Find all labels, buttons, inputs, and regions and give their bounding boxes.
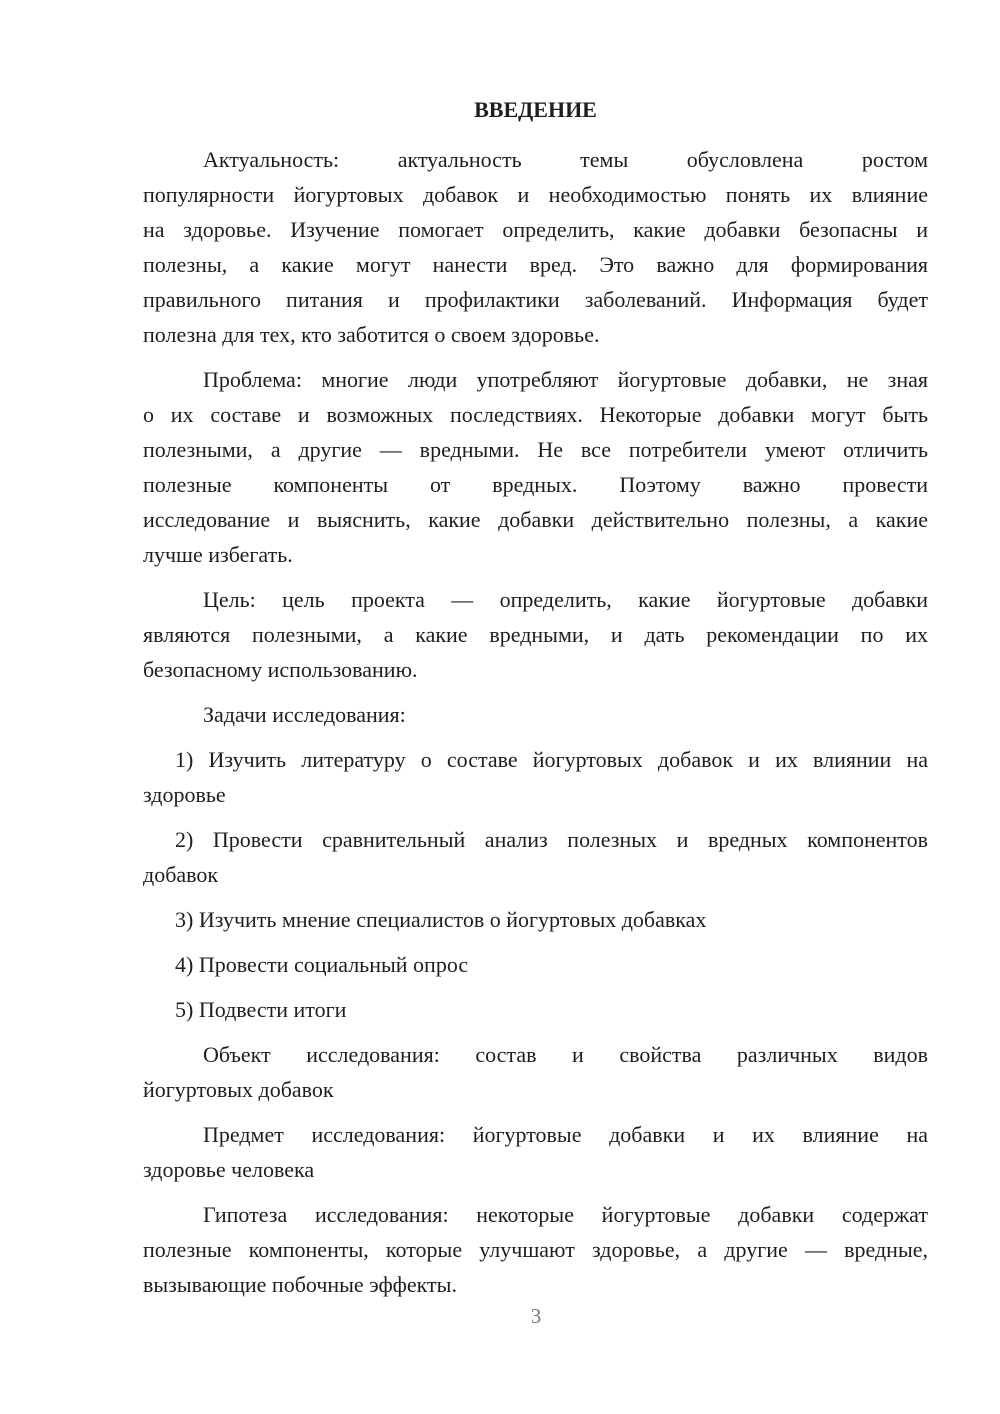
text-line: исследование и выяснить, какие добавки действительно полезны, а какие: [143, 507, 928, 532]
text-line: 1) Изучить литературу о составе йогуртовых добавок и их влиянии на: [175, 747, 928, 772]
document-body: [143, 142, 928, 1302]
text-line: вызывающие побочные эффекты.: [143, 1272, 457, 1297]
paragraph: [143, 1037, 928, 1107]
text-line: 5) Подвести итоги: [175, 997, 347, 1022]
text-line: полезны, а какие могут нанести вред. Это важно для формирования: [143, 252, 928, 277]
section-title: ВВЕДЕНИЕ: [474, 97, 597, 122]
text-line: полезные компоненты, которые улучшают здоровье, а другие — вредные,: [143, 1237, 928, 1262]
document-page: [143, 92, 928, 1312]
text-line: правильного питания и профилактики заболеваний. Информация будет: [143, 287, 928, 312]
text-line: на здоровье. Изучение помогает определить, какие добавки безопасны и: [143, 217, 928, 242]
paragraph: [143, 582, 928, 687]
text-line: полезными, а другие — вредными. Не все потребители умеют отличить: [143, 437, 928, 462]
text-line: полезные компоненты от вредных. Поэтому важно провести: [143, 472, 928, 497]
text-line: 2) Провести сравнительный анализ полезных и вредных компонентов: [175, 827, 928, 852]
text-line: Задачи исследования:: [203, 702, 406, 727]
text-line: йогуртовых добавок: [143, 1077, 334, 1102]
task-list-item: [143, 822, 928, 892]
text-line: о их составе и возможных последствиях. Некоторые добавки могут быть: [143, 402, 928, 427]
text-line: Предмет исследования: йогуртовые добавки и их влияние на: [203, 1122, 928, 1147]
paragraph: [143, 697, 928, 732]
text-line: 4) Провести социальный опрос: [175, 952, 469, 977]
text-line: популярности йогуртовых добавок и необходимостью понять их влияние: [143, 182, 928, 207]
text-line: Актуальность: актуальность темы обусловлена ростом: [203, 147, 928, 172]
text-line: Объект исследования: состав и свойства различных видов: [203, 1042, 928, 1067]
text-line: здоровье: [143, 782, 226, 807]
text-line: полезна для тех, кто заботится о своем здоровье.: [143, 322, 600, 347]
text-line: здоровье человека: [143, 1157, 315, 1182]
text-line: являются полезными, а какие вредными, и дать рекомендации по их: [143, 622, 928, 647]
page-number: 3: [530, 1304, 542, 1328]
paragraph: [143, 362, 928, 572]
text-line: 3) Изучить мнение специалистов о йогуртовых добавках: [175, 907, 707, 932]
text-line: безопасному использованию.: [143, 657, 418, 682]
paragraph: [143, 1117, 928, 1187]
paragraph: [143, 1197, 928, 1302]
text-line: Цель: цель проекта — определить, какие йогуртовые добавки: [203, 587, 928, 612]
text-line: Гипотеза исследования: некоторые йогуртовые добавки содержат: [203, 1202, 928, 1227]
task-list-item: [143, 902, 928, 937]
text-line: Проблема: многие люди употребляют йогуртовые добавки, не зная: [203, 367, 928, 392]
task-list-item: [143, 947, 928, 982]
text-line: добавок: [143, 862, 219, 887]
paragraph: [143, 142, 928, 352]
text-line: лучше избегать.: [143, 542, 293, 567]
task-list-item: [143, 742, 928, 812]
task-list-item: [143, 992, 928, 1027]
